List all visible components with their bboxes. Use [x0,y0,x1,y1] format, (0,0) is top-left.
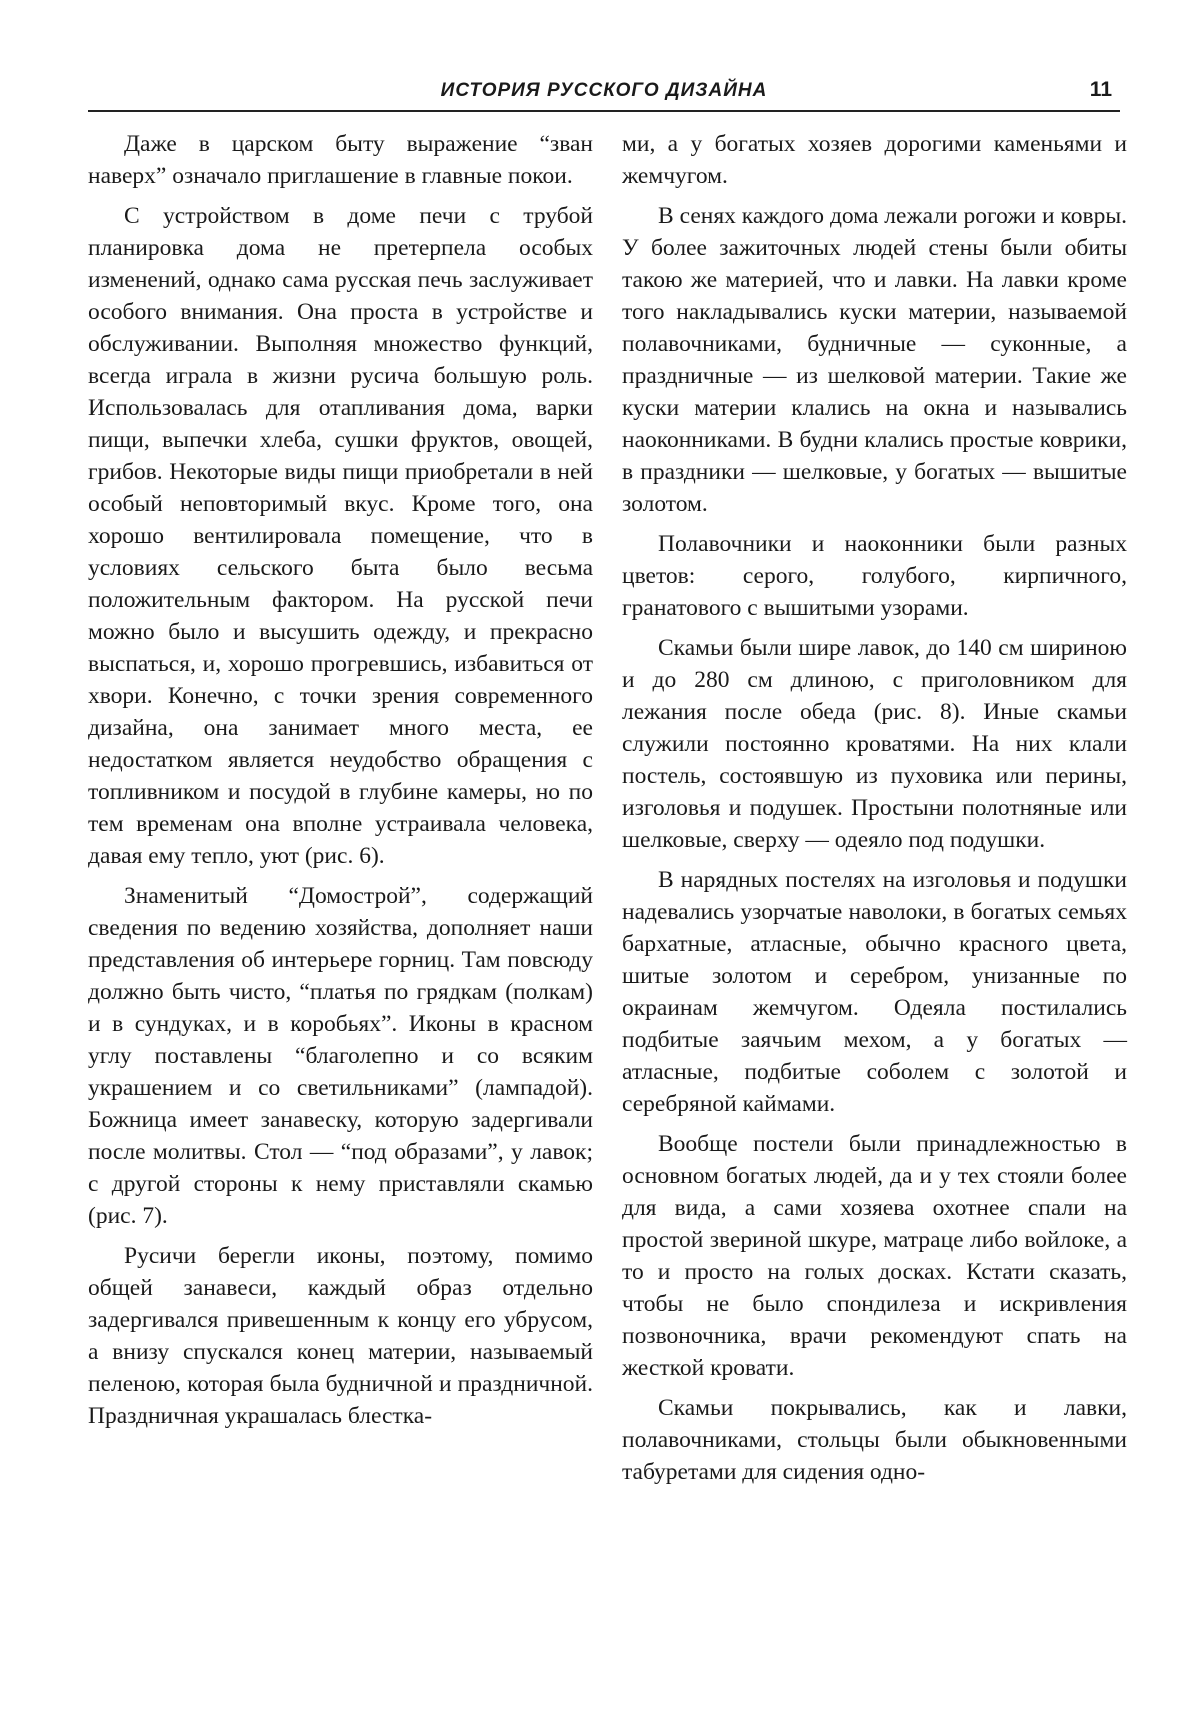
paragraph: С устройством в доме печи с трубой планировка дома не претерпела особых изменений, однако сама русская печь заслуживает особого внимания. Она проста в устройстве и обслуживании. Выполняя множество функций, всегда играла в жизни русича большую роль. Использовалась для отапливания дома, варки пищи, выпечки хлеба, сушки фруктов, овощей, грибов. Некоторые виды пищи приобретали в ней особый неповторимый вкус. Кроме того, она хорошо вентилировала помещение, что в условиях сельского быта было весьма положительным фактором. На русской печи можно было и высушить одежду, и прекрасно выспаться, и, хорошо прогревшись, избавиться от хвори. Конечно, с точки зрения современного дизайна, она занимает много места, ее недостатком является неудобство обращения с топливником и посудой в глубине камеры, но по тем временам она вполне устраивала человека, давая ему тепло, уют (рис. 6). [88,203,593,869]
paragraph-continuation: ми, а у богатых хозяев дорогими каменьями и жемчугом. [622,131,1127,189]
paragraph: Скамьи покрывались, как и лавки, полавочниками, стольцы были обыкновенными табуретами для сидения одно- [622,1395,1127,1485]
paragraph: Русичи берегли иконы, поэтому, помимо общей занавеси, каждый образ отдельно задергивался привешенным к концу его убрусом, а внизу спускался конец материи, называемый пеленою, которая была будничной и праздничной. Праздничная украшалась блестка- [88,1243,593,1429]
left-column [88,128,593,1440]
paragraph: Знаменитый “Домострой”, содержащий сведения по ведению хозяйства, дополняет наши представления об интерьере горниц. Там повсюду должно быть чисто, “платья по грядкам (полкам) и в сундуках, и в коробьях”. Иконы в красном углу поставлены “благолепно и со всяким украшением и со светильниками” (лампадой). Божница имеет занавеску, которую задергивали после молитвы. Стол — “под образами”, у лавок; с другой стороны к нему приставляли скамью (рис. 7). [88,883,593,1229]
page-number: 11 [1089,78,1112,101]
paragraph: В нарядных постелях на изголовья и подушки надевались узорчатые наволоки, в богатых семьях бархатные, атласные, обычно красного цвета, шитые золотом и серебром, унизанные по окраинам жемчугом. Одеяла постилались подбитые заячьим мехом, а у богатых — атласные, подбитые соболем с золотой и серебряной каймами. [622,867,1127,1117]
paragraph: Даже в царском быту выражение “зван наверх” означало приглашение в главные покои. [88,131,593,189]
running-header [88,74,1120,112]
paragraph: Вообще постели были принадлежностью в основном богатых людей, да и у тех стояли более для вида, а сами хозяева охотнее спали на простой звериной шкуре, матраце либо войлоке, а то и просто на голых досках. Кстати сказать, чтобы не было спондилеза и искривления позвоночника, врачи рекомендуют спать на жесткой кровати. [622,1131,1127,1381]
paragraph: Полавочники и наоконники были разных цветов: серого, голубого, кирпичного, гранатового с вышитыми узорами. [622,531,1127,621]
paragraph: Скамьи были шире лавок, до 140 см шириною и до 280 см длиною, с приголовником для лежания после обеда (рис. 8). Иные скамьи служили постоянно кроватями. На них клали постель, состоявшую из пуховика или перины, изголовья и подушек. Простыни полотняные или шелковые, сверху — одеяло под подушки. [622,635,1127,853]
right-column [622,128,1127,1496]
paragraph: В сенях каждого дома лежали рогожи и ковры. У более зажиточных людей стены были обиты такою же материей, что и лавки. На лавки кроме того накладывались куски материи, называемой полавочниками, будничные — суконные, а праздничные — из шелковой материи. Такие же куски материи клались на окна и назывались наоконниками. В будни клались простые коврики, в праздники — шелковые, у богатых — вышитые золотом. [622,203,1127,517]
running-title: ИСТОРИЯ РУССКОГО ДИЗАЙНА [440,80,768,101]
